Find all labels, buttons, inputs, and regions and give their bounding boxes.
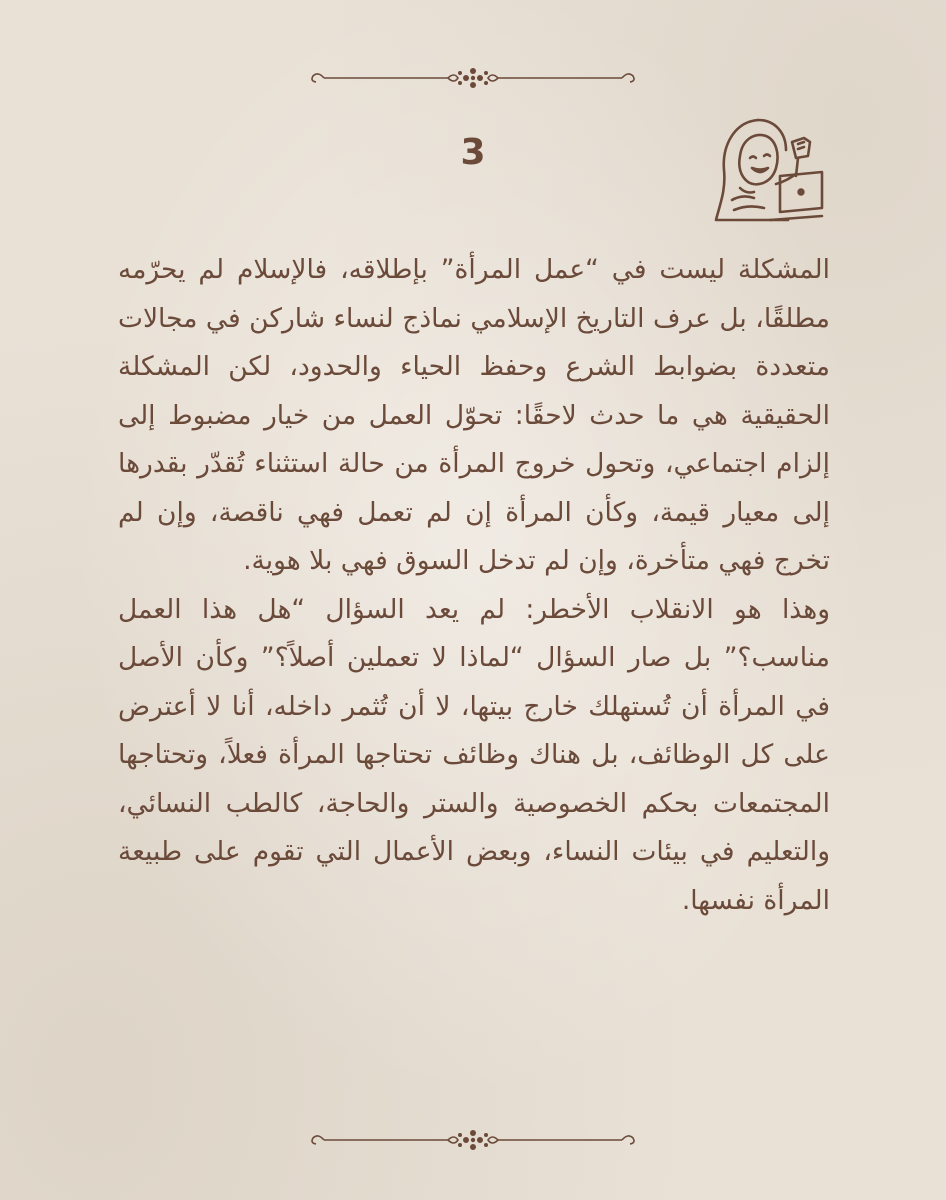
woman-with-laptop-illustration	[710, 112, 828, 228]
article-body	[118, 246, 830, 925]
top-ornamental-divider	[310, 66, 636, 90]
page-number: 3	[460, 132, 486, 173]
paragraph-1: المشكلة ليست في “عمل المرأة” بإطلاقه، فالإسلام لم يحرّمه مطلقًا، بل عرف التاريخ الإسلامي نماذج لنساء شاركن في مجالات متعددة بضوابط الشرع وحفظ الحياء والحدود، لكن المشكلة الحقيقية هي ما حدث لاحقًا: تحوّل العمل من خيار مضبوط إلى إلزام اجتماعي، وتحول خروج المرأة من حالة استثناء تُقدّر بقدرها إلى معيار قيمة، وكأن المرأة إن لم تعمل فهي ناقصة، وإن لم تخرج فهي متأخرة، وإن لم تدخل السوق فهي بلا هوية.	[118, 254, 830, 576]
woman-in-hijab-with-laptop-icon	[710, 112, 828, 228]
ornamental-divider-icon	[310, 66, 636, 90]
ornamental-divider-icon	[310, 1128, 636, 1152]
bottom-ornamental-divider	[310, 1128, 636, 1152]
paragraph-2: وهذا هو الانقلاب الأخطر: لم يعد السؤال “هل هذا العمل مناسب؟” بل صار السؤال “لماذا لا تعملين أصلاً؟” وكأن الأصل في المرأة أن تُستهلك خارج بيتها، لا أن تُثمر داخله، أنا لا أعترض على كل الوظائف، بل هناك وظائف تحتاجها المرأة فعلاً، وتحتاجها المجتمعات بحكم الخصوصية والستر والحاجة، كالطب النسائي، والتعليم في بيئات النساء، وبعض الأعمال التي تقوم على طبيعة المرأة نفسها.	[118, 593, 830, 916]
